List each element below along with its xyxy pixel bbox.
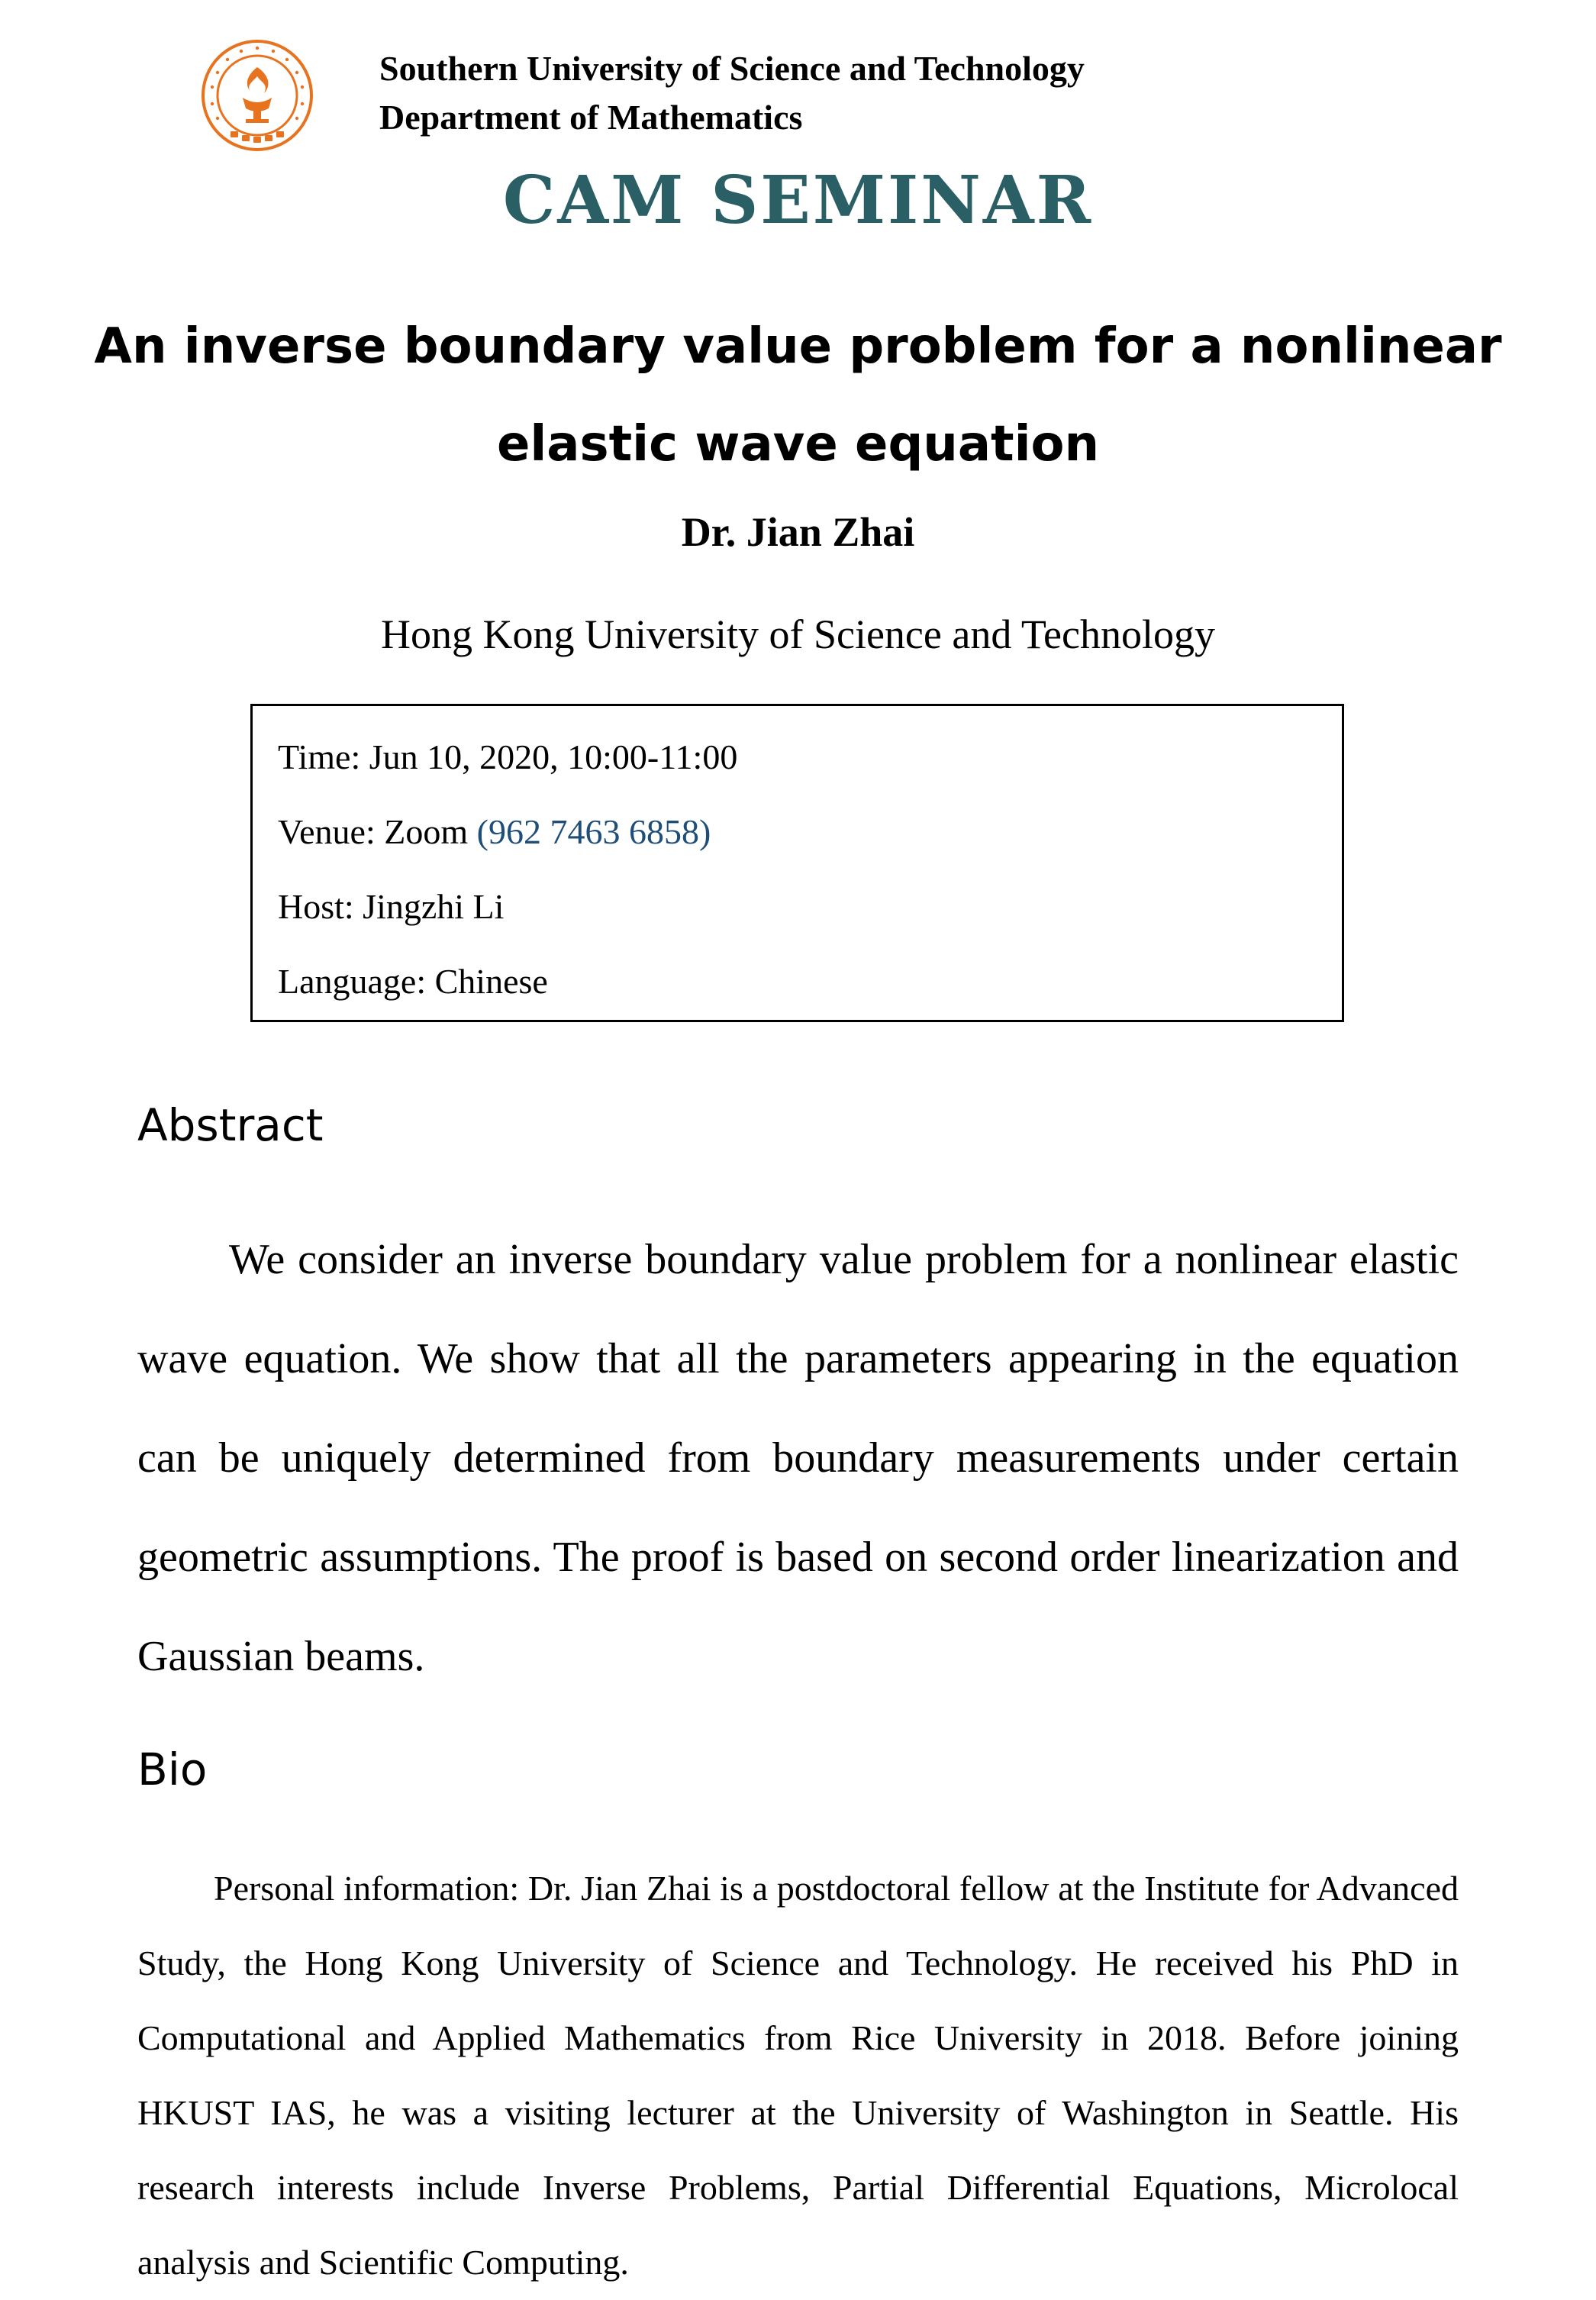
event-time: Time: Jun 10, 2020, 10:00-11:00 — [278, 737, 738, 776]
speaker-affiliation: Hong Kong University of Science and Technology — [381, 611, 1215, 657]
event-language: Language: Chinese — [278, 962, 548, 1001]
university-seal-icon — [200, 38, 314, 153]
bio-text: Personal information: Dr. Jian Zhai is a postdoctoral fellow at the Institute for Advanced Study, the Hong Kong University of Science and Technology. He received his PhD in Computational and Applied Mathematics from Rice University in 2018. Before joining HKUST IAS, he was a visiting lecturer at the University of Washington in Seattle. His research interests include Inverse Problems, Partial Differential Equations, Microlocal analysis and Scientific Computing. — [137, 1869, 1459, 2282]
seminar-title: CAM SEMINAR — [502, 162, 1094, 239]
abstract-heading: Abstract — [137, 1099, 324, 1151]
university-logo — [200, 38, 314, 153]
zoom-meeting-id-link[interactable]: (962 7463 6858) — [476, 812, 711, 851]
event-venue — [278, 811, 1342, 886]
bio-heading: Bio — [137, 1744, 208, 1795]
university-name: Southern University of Science and Technology — [379, 49, 1085, 88]
abstract-text: We consider an inverse boundary value problem for a nonlinear elastic wave equation. We show that all the parameters appearing in the equation can be uniquely determined from boundary measurements under certain geometric assumptions. The proof is based on second order linearization and Gaussian beams. — [137, 1236, 1459, 1680]
event-info-box — [250, 704, 1344, 1022]
event-host: Host: Jingzhi Li — [278, 887, 505, 926]
venue-label: Venue: Zoom — [278, 812, 477, 851]
speaker-name: Dr. Jian Zhai — [681, 509, 915, 555]
department-name: Department of Mathematics — [379, 98, 803, 137]
talk-title: An inverse boundary value problem for a nonlinear elastic wave equation — [94, 318, 1502, 473]
header — [379, 44, 1085, 142]
